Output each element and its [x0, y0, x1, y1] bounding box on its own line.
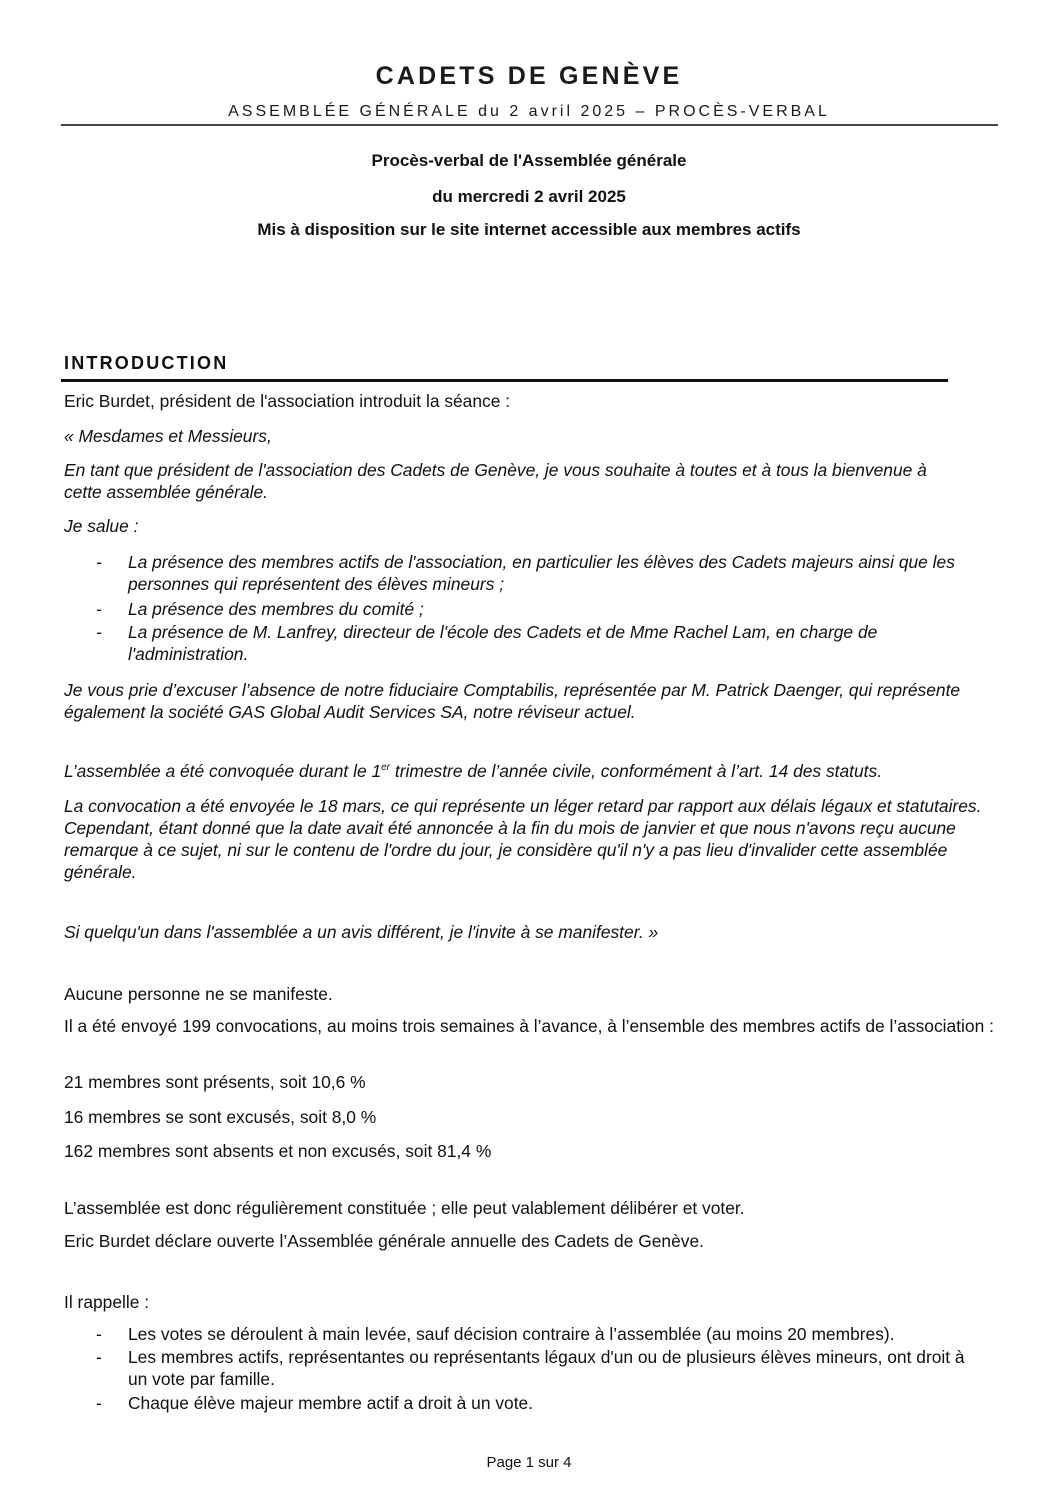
heading-line-2: du mercredi 2 avril 2025	[432, 187, 626, 206]
no-one-paragraph: Aucune personne ne se manifeste.	[64, 984, 333, 1004]
sent-paragraph: Il a été envoyé 199 convocations, au moins trois semaines à l’avance, à l’ensemble des membres actifs de l’association :	[64, 1016, 994, 1036]
delay-paragraph: La convocation a été envoyée le 18 mars, ce qui représente un léger retard par rapport aux délais légaux et statutaires. Cependant, étant donné que la date avait été annoncée à la fin du mois de janvier et que nous n'avons reçu aucune remarque à ce sujet, ni sur le contenu de l'ordre du jour, je considère qu'il n'y a pas lieu d'invalider cette assemblée générale.	[64, 796, 982, 882]
reminder-list-item	[96, 1392, 1006, 1414]
convocation-text-post: trimestre de l’année civile, conformément à l’art. 14 des statuts.	[390, 761, 883, 781]
list-dash: -	[96, 1393, 102, 1413]
list-dash: -	[96, 552, 102, 572]
salute-paragraph: Je salue :	[64, 516, 139, 536]
list-item-text: La présence des membres du comité ;	[128, 599, 424, 619]
list-dash: -	[96, 1324, 102, 1344]
attendance-absent: 162 membres sont absents et non excusés, soit 81,4 %	[64, 1141, 492, 1161]
reminder-list-item	[96, 1323, 1006, 1345]
salute-list-item	[96, 598, 1006, 620]
page-number: Page 1 sur 4	[486, 1454, 572, 1471]
salute-list-item	[96, 621, 996, 665]
intro-paragraph: Eric Burdet, président de l'association introduit la séance :	[64, 391, 511, 411]
attendance-present: 21 membres sont présents, soit 10,6 %	[64, 1072, 366, 1092]
opening-paragraph: Eric Burdet déclare ouverte l’Assemblée générale annuelle des Cadets de Genève.	[64, 1231, 704, 1251]
constituted-paragraph: L’assemblée est donc régulièrement constituée ; elle peut valablement délibérer et voter.	[64, 1198, 745, 1218]
heading-line-1: Procès-verbal de l'Assemblée générale	[371, 151, 687, 170]
section-title-introduction: INTRODUCTION	[64, 353, 229, 373]
list-item-text: La présence des membres actifs de l'association, en particulier les élèves des Cadets majeurs ainsi que les personnes qui représentent des élèves mineurs ;	[128, 552, 955, 594]
excuse-paragraph: Je vous prie d’excuser l’absence de notre fiduciaire Comptabilis, représentée par M. Patrick Daenger, qui représente également la société GAS Global Audit Services SA, notre réviseur actuel.	[64, 680, 961, 722]
section-divider	[61, 379, 948, 382]
ordinal-superscript: er	[381, 762, 391, 773]
attendance-excused: 16 membres se sont excusés, soit 8,0 %	[64, 1107, 377, 1127]
convocation-text-pre: L’assemblée a été convoquée durant le 1	[64, 761, 382, 781]
welcome-paragraph: En tant que président de l'association des Cadets de Genève, je vous souhaite à toutes et à tous la bienvenue à cette assemblée générale.	[64, 460, 927, 502]
convocation-paragraph	[64, 760, 1024, 782]
invite-paragraph: Si quelqu'un dans l'assemblée a un avis différent, je l'invite à se manifester. »	[64, 922, 659, 942]
list-item-text: Les votes se déroulent à main levée, sauf décision contraire à l’assemblée (au moins 20 membres).	[128, 1324, 895, 1344]
salute-list-item	[96, 551, 1006, 595]
header-divider	[61, 124, 998, 126]
greeting-paragraph: « Mesdames et Messieurs,	[64, 426, 272, 446]
heading-line-3: Mis à disposition sur le site internet accessible aux membres actifs	[257, 220, 801, 239]
list-dash: -	[96, 599, 102, 619]
reminder-paragraph: Il rappelle :	[64, 1292, 150, 1312]
document-title: CADETS DE GENÈVE	[375, 62, 683, 90]
list-item-text: Chaque élève majeur membre actif a droit à un vote.	[128, 1393, 534, 1413]
list-item-text: Les membres actifs, représentantes ou représentants légaux d'un ou de plusieurs élèves mineurs, ont droit à un vote par famille.	[128, 1347, 965, 1389]
list-dash: -	[96, 622, 102, 642]
document-subtitle: ASSEMBLÉE GÉNÉRALE du 2 avril 2025 – PROCÈS-VERBAL	[228, 103, 830, 120]
list-dash: -	[96, 1347, 102, 1367]
list-item-text: La présence de M. Lanfrey, directeur de l'école des Cadets et de Mme Rachel Lam, en charge de l'administration.	[128, 622, 878, 664]
reminder-list-item	[96, 1346, 986, 1390]
